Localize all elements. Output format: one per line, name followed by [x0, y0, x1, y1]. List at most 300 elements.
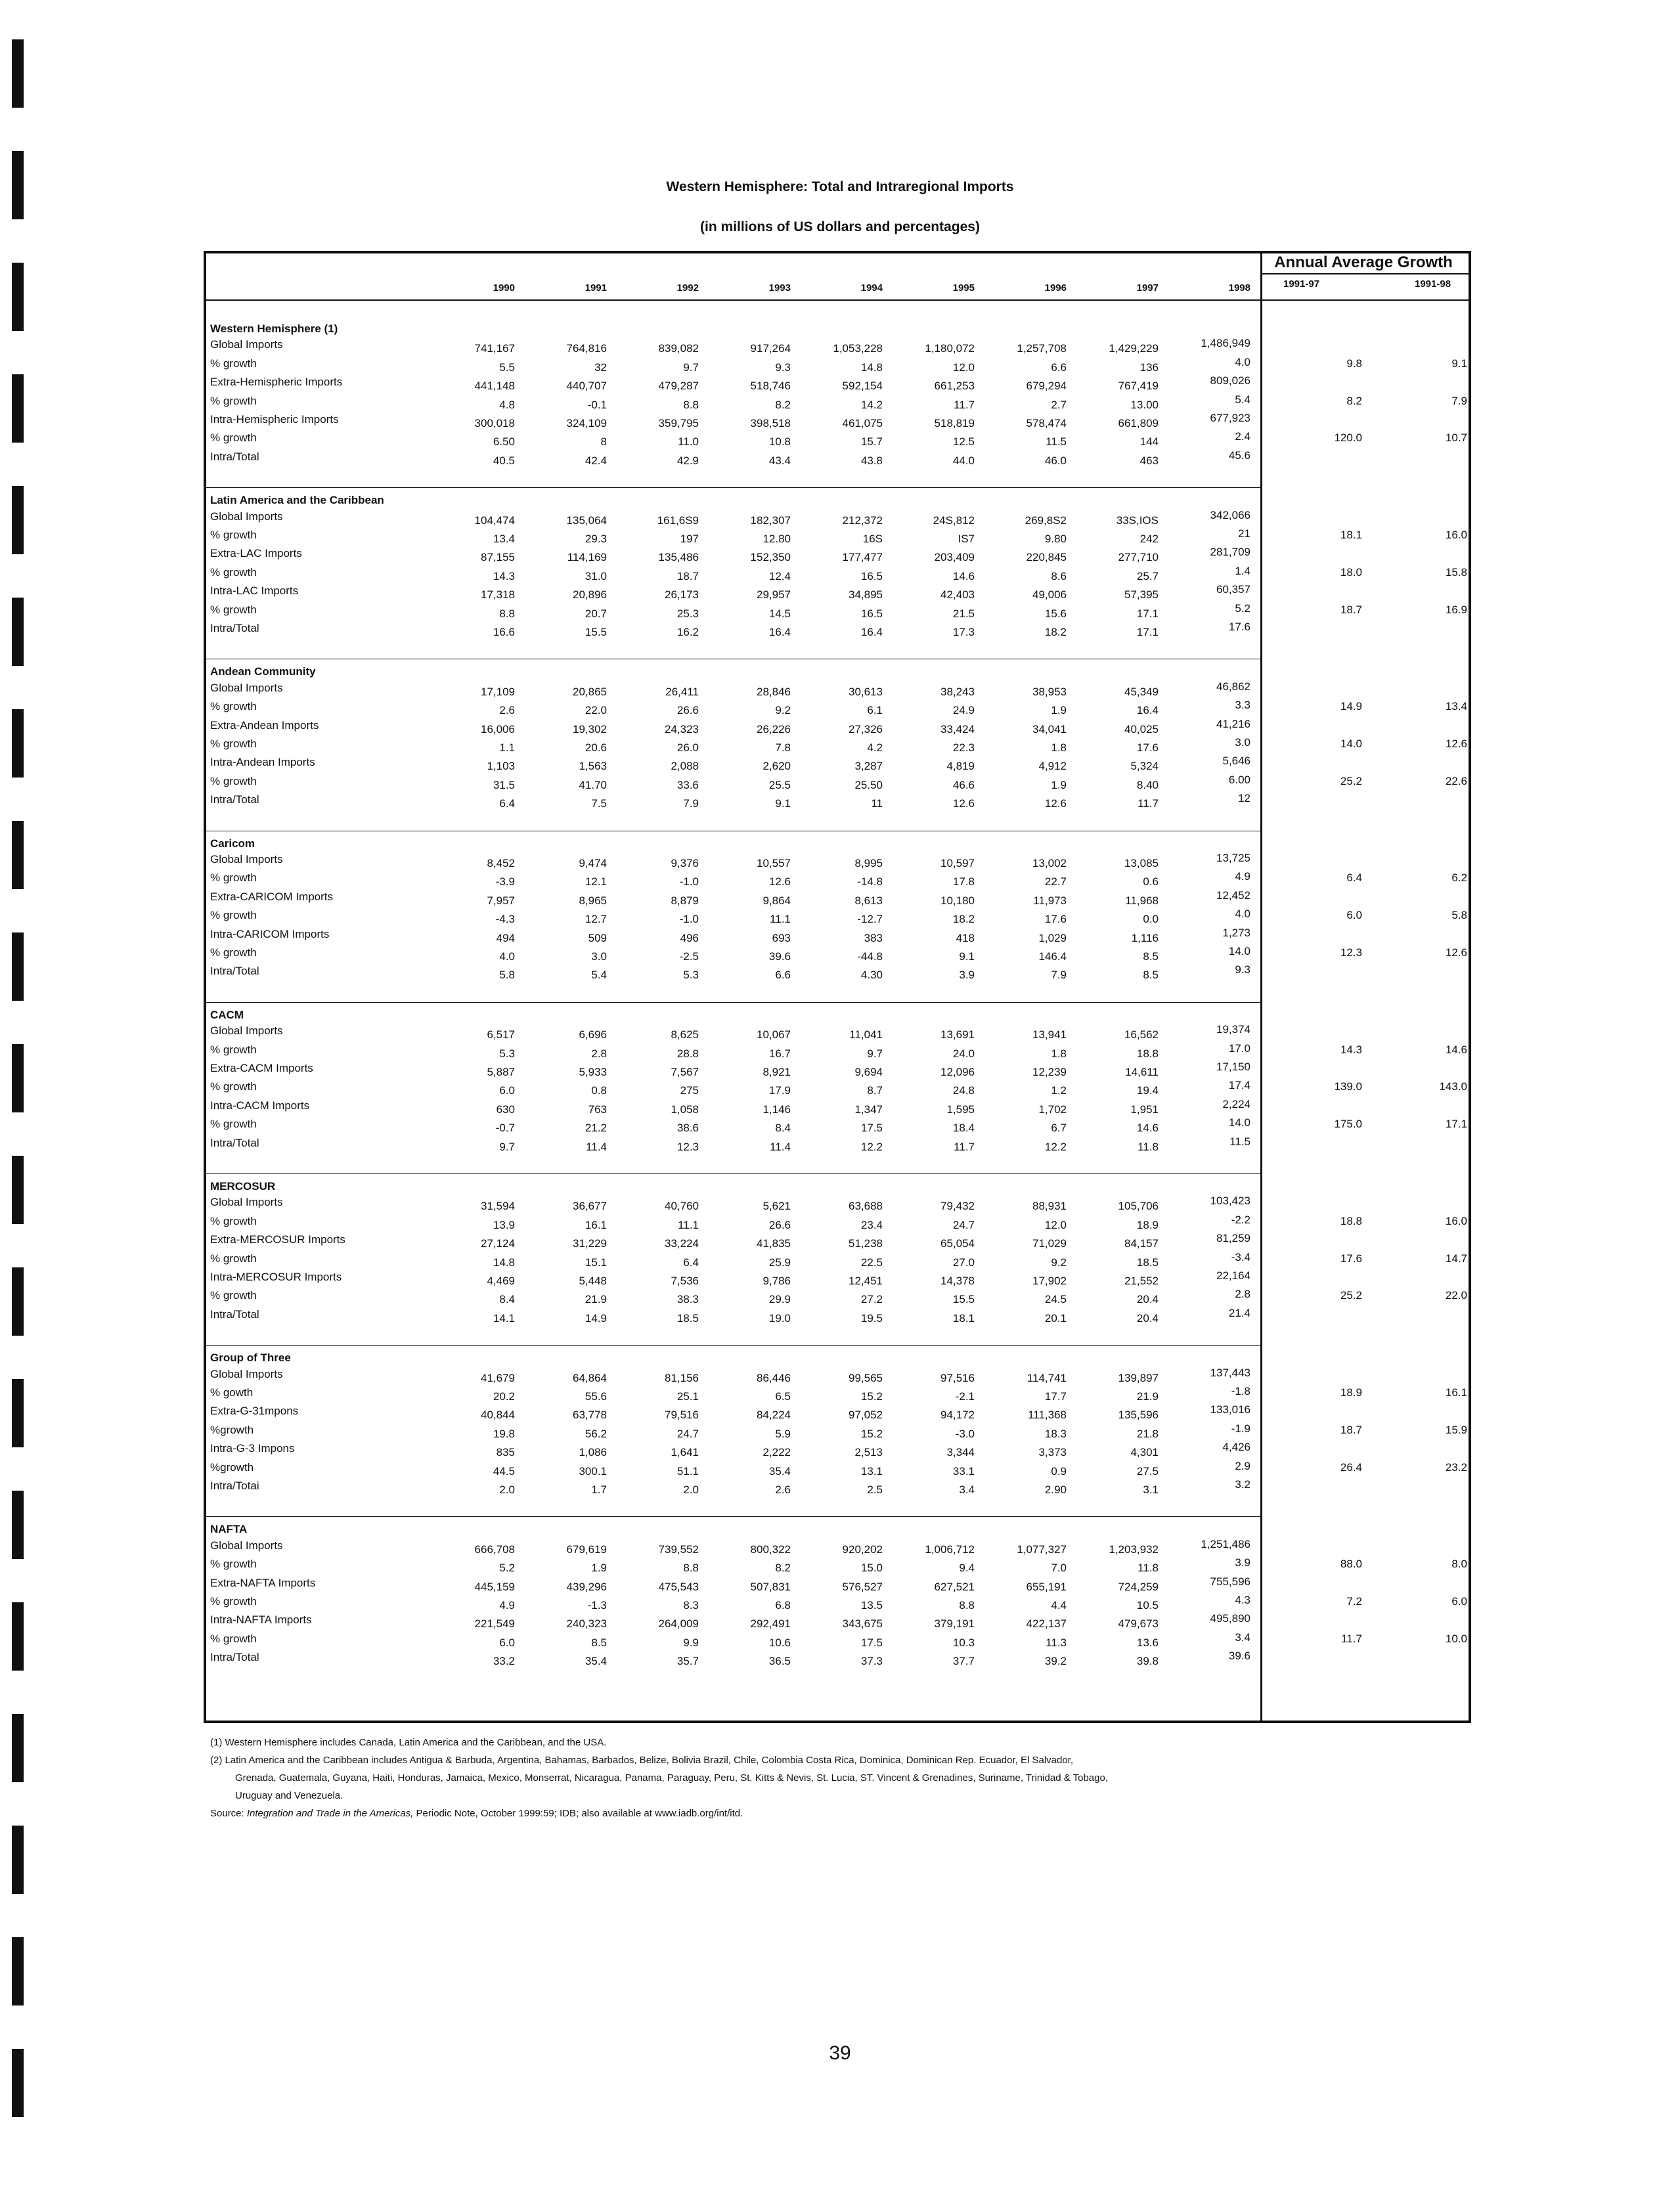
cell-value: 578,474	[1026, 417, 1067, 429]
cell-value: 36,677	[573, 1200, 607, 1213]
cell-value: 21.5	[952, 607, 975, 620]
cell-value: 19.8	[493, 1427, 515, 1440]
cell-value: 21.8	[1136, 1427, 1159, 1440]
cell-value: 1.2	[1051, 1084, 1067, 1097]
cell-value: 49,006	[1032, 588, 1067, 602]
row-label: Intra/Total	[210, 622, 259, 634]
row-label: Global Imports	[210, 338, 283, 351]
cell-value: 1,347	[854, 1103, 883, 1116]
registration-mark	[12, 598, 24, 666]
cell-value: -1.9	[1231, 1422, 1250, 1435]
cell-value: 0.9	[1051, 1464, 1067, 1478]
cell-value: 441,148	[474, 380, 515, 393]
row-label: Extra-G-31mpons	[210, 1405, 299, 1418]
growth-header: Annual Average Growth	[1274, 253, 1453, 271]
cell-value: 45.6	[1228, 449, 1250, 462]
cell-value: 0.6	[1143, 875, 1159, 888]
cell-value: 6.5	[775, 1390, 791, 1403]
cell-value: 1,053,228	[833, 342, 883, 355]
growth-value: 15.8	[1445, 565, 1467, 579]
table-row	[206, 1308, 1474, 1326]
cell-value: 8.4	[499, 1293, 515, 1306]
cell-value: 14.1	[493, 1311, 515, 1325]
cell-value: 137,443	[1210, 1366, 1250, 1379]
cell-value: 4.3	[1235, 1594, 1250, 1606]
cell-value: 9.4	[959, 1562, 975, 1575]
table-row	[206, 1215, 1474, 1233]
cell-value: 2.8	[1235, 1288, 1250, 1301]
cell-value: 4.0	[1235, 355, 1250, 368]
cell-value: 15.5	[952, 1293, 975, 1306]
cell-value: 679,619	[566, 1543, 607, 1556]
registration-mark	[12, 821, 24, 889]
cell-value: 1,146	[763, 1103, 791, 1116]
cell-value: 13.1	[860, 1464, 883, 1478]
growth-value: 88.0	[1340, 1558, 1362, 1571]
cell-value: 440,707	[566, 380, 607, 393]
cell-value: 25.50	[854, 778, 883, 791]
cell-value: 33,424	[940, 722, 975, 735]
section-label: Andean Community	[210, 665, 316, 678]
cell-value: 40,844	[481, 1409, 515, 1422]
cell-value: 10.6	[768, 1636, 791, 1649]
cell-value: 12.2	[1044, 1140, 1067, 1153]
cell-value: 32	[594, 361, 607, 374]
cell-value: 63,778	[573, 1409, 607, 1422]
table-row	[206, 1442, 1474, 1460]
cell-value: 8,452	[487, 857, 515, 869]
cell-value: 12.4	[768, 569, 791, 582]
cell-value: 16.4	[1136, 704, 1159, 717]
growth-value: 14.7	[1445, 1252, 1467, 1265]
cell-value: 5,887	[487, 1066, 515, 1078]
cell-value: 9,786	[763, 1275, 791, 1287]
cell-value: 4.9	[1235, 870, 1250, 883]
growth-value: 18.8	[1340, 1214, 1362, 1227]
growth-value: 22.0	[1445, 1289, 1467, 1302]
table-row	[206, 719, 1474, 737]
cell-value: 11,041	[849, 1028, 883, 1041]
cell-value: 12.5	[952, 435, 975, 449]
cell-value: 496	[680, 931, 699, 944]
cell-value: 2.8	[591, 1047, 607, 1060]
cell-value: 161,6S9	[657, 514, 699, 527]
cell-value: 64,864	[573, 1371, 607, 1384]
row-label: % growth	[210, 1252, 257, 1265]
cell-value: 41,216	[1216, 717, 1250, 730]
cell-value: 398,518	[750, 417, 791, 429]
table-row	[206, 890, 1474, 909]
row-label: Extra-MERCOSUR Imports	[210, 1233, 345, 1246]
cell-value: 114,741	[1027, 1371, 1067, 1384]
table-row	[206, 1558, 1474, 1576]
growth-value: 16.9	[1445, 603, 1467, 616]
cell-value: 917,264	[750, 342, 791, 355]
cell-value: 11.0	[678, 435, 699, 449]
cell-value: 10,597	[940, 857, 975, 869]
cell-value: 9,864	[763, 894, 791, 907]
cell-value: 39.2	[1044, 1655, 1067, 1668]
cell-value: 12.80	[763, 533, 791, 545]
cell-value: 1.9	[591, 1562, 607, 1575]
cell-value: 144	[1139, 435, 1159, 449]
cell-value: 6.6	[775, 969, 791, 982]
cell-value: 14.0	[1228, 1116, 1250, 1129]
cell-value: 741,167	[474, 342, 515, 355]
cell-value: -3.4	[1231, 1250, 1250, 1263]
cell-value: 13,725	[1216, 852, 1250, 864]
growth-value: 12.6	[1445, 737, 1467, 750]
cell-value: 1,702	[1038, 1103, 1067, 1116]
table-row	[206, 1289, 1474, 1307]
row-label: Intra/Totai	[210, 1480, 259, 1492]
cell-value: 20.7	[585, 607, 607, 620]
cell-value: 764,816	[566, 342, 607, 355]
cell-value: 3.1	[1143, 1483, 1159, 1496]
cell-value: 111,368	[1028, 1409, 1067, 1422]
row-label: % growth	[210, 700, 257, 713]
cell-value: 15.7	[860, 435, 883, 449]
cell-value: 1,595	[946, 1103, 975, 1116]
cell-value: 5.8	[499, 969, 515, 982]
cell-value: 724,259	[1118, 1580, 1159, 1593]
cell-value: 835	[496, 1446, 515, 1459]
cell-value: 16,562	[1124, 1028, 1159, 1041]
table-row	[206, 376, 1474, 394]
cell-value: 11.3	[1046, 1636, 1067, 1649]
row-label: % growth	[210, 774, 257, 787]
cell-value: 6.1	[867, 704, 883, 717]
cell-value: 18.8	[1136, 1047, 1159, 1060]
cell-value: 379,191	[934, 1617, 975, 1631]
cell-value: 422,137	[1026, 1617, 1067, 1631]
cell-value: 16.5	[860, 569, 883, 582]
cell-value: 135,064	[566, 514, 607, 527]
cell-value: 11.7	[954, 398, 975, 411]
cell-value: 197	[680, 533, 699, 545]
cell-value: 12,239	[1032, 1066, 1067, 1078]
growth-value: 17.1	[1445, 1118, 1467, 1131]
row-label: Extra-CACM Imports	[210, 1062, 313, 1074]
table-row	[206, 1196, 1474, 1214]
cell-value: 27,124	[481, 1237, 515, 1250]
cell-value: 3.9	[959, 969, 975, 982]
cell-value: 46,862	[1216, 680, 1250, 693]
cell-value: 264,009	[658, 1617, 699, 1631]
cell-value: 2,088	[671, 760, 699, 773]
cell-value: 679,294	[1026, 380, 1067, 393]
row-label: %growth	[210, 1423, 254, 1436]
growth-value: 14.3	[1340, 1043, 1362, 1056]
growth-value: 14.0	[1340, 737, 1362, 750]
table-row	[206, 584, 1474, 603]
cell-value: 87,155	[481, 551, 515, 564]
cell-value: 4,912	[1038, 760, 1067, 773]
cell-value: 28,846	[757, 685, 791, 698]
cell-value: 25.7	[1136, 569, 1159, 582]
growth-value: 25.2	[1340, 1289, 1362, 1302]
row-label: Intra/Total	[210, 1651, 259, 1664]
cell-value: 18.1	[952, 1311, 975, 1325]
cell-value: 26,226	[757, 722, 791, 735]
cell-value: 37.3	[860, 1655, 883, 1668]
cell-value: 15.0	[860, 1562, 883, 1575]
cell-value: 12.7	[585, 913, 607, 926]
cell-value: 94,172	[940, 1409, 975, 1422]
cell-value: 22.5	[860, 1256, 883, 1269]
cell-value: 17.6	[1228, 621, 1250, 633]
cell-value: 767,419	[1118, 380, 1159, 393]
cell-value: 26.6	[676, 704, 699, 717]
cell-value: 2.9	[1235, 1459, 1250, 1472]
cell-value: 1.8	[1051, 1047, 1067, 1060]
cell-value: 4,469	[487, 1275, 515, 1287]
cell-value: 693	[772, 931, 791, 944]
growth-col-1991-98: 1991-98	[1415, 278, 1451, 290]
registration-mark	[12, 263, 24, 331]
growth-value: 22.6	[1445, 774, 1467, 787]
cell-value: 17.6	[1044, 913, 1067, 926]
table-row	[206, 1062, 1474, 1080]
cell-value: 41,679	[481, 1371, 515, 1384]
cell-value: 36.5	[768, 1655, 791, 1668]
cell-value: 14,378	[940, 1275, 975, 1287]
cell-value: 3.2	[1235, 1478, 1250, 1491]
row-label: % growth	[210, 909, 257, 922]
cell-value: 7,536	[671, 1275, 699, 1287]
year-header: 1996	[1044, 282, 1067, 294]
cell-value: 14.2	[860, 398, 883, 411]
cell-value: 27.5	[1136, 1464, 1159, 1478]
table-row	[206, 1233, 1474, 1252]
growth-value: 18.0	[1340, 565, 1362, 579]
table-title: Western Hemisphere: Total and Intraregional Imports	[666, 179, 1014, 194]
cell-value: 13.9	[493, 1218, 515, 1231]
cell-value: -2.2	[1231, 1213, 1250, 1226]
cell-value: 25.5	[768, 778, 791, 791]
cell-value: 1,006,712	[925, 1543, 975, 1556]
table-row	[206, 1099, 1474, 1118]
cell-value: 13.4	[493, 533, 515, 545]
cell-value: 24S,812	[933, 514, 975, 527]
cell-value: 509	[588, 931, 607, 944]
cell-value: 0.0	[1143, 913, 1159, 926]
cell-value: 342,066	[1210, 508, 1250, 521]
cell-value: 14.3	[493, 569, 515, 582]
cell-value: 2.6	[499, 704, 515, 717]
cell-value: 3,287	[854, 760, 883, 773]
growth-value: 18.7	[1340, 1423, 1362, 1436]
row-label: % growth	[210, 1214, 257, 1227]
cell-value: -3.9	[495, 875, 515, 888]
cell-value: 1,486,949	[1201, 337, 1250, 350]
cell-value: 5.4	[1235, 393, 1250, 406]
cell-value: 5,933	[579, 1066, 607, 1078]
cell-value: 463	[1139, 454, 1159, 467]
cell-value: 24,323	[665, 722, 699, 735]
cell-value: 56.2	[585, 1427, 607, 1440]
cell-value: 20.4	[1136, 1311, 1159, 1325]
cell-value: 8.5	[591, 1636, 607, 1649]
cell-value: 8,921	[763, 1066, 791, 1078]
cell-value: 15.5	[585, 626, 607, 638]
table-row	[206, 1424, 1474, 1442]
cell-value: 51.1	[676, 1464, 699, 1478]
cell-value: -14.8	[857, 875, 883, 888]
cell-value: IS7	[958, 533, 975, 545]
cell-value: 4.2	[867, 741, 883, 754]
growth-value: 10.0	[1445, 1632, 1467, 1645]
cell-value: 439,296	[566, 1580, 607, 1593]
growth-value: 6.0	[1346, 909, 1362, 922]
cell-value: -2.1	[955, 1390, 975, 1403]
row-label: Global Imports	[210, 510, 283, 523]
cell-value: 8.4	[775, 1122, 791, 1135]
cell-value: 240,323	[566, 1617, 607, 1631]
cell-value: 661,253	[934, 380, 975, 393]
cell-value: 479,673	[1118, 1617, 1159, 1631]
growth-value: 23.2	[1445, 1460, 1467, 1474]
row-label: % growth	[210, 357, 257, 370]
table-row	[206, 1368, 1474, 1386]
cell-value: 6,696	[579, 1028, 607, 1041]
cell-value: 3.9	[1235, 1556, 1250, 1569]
cell-value: 655,191	[1026, 1580, 1067, 1593]
cell-value: 12.1	[585, 875, 607, 888]
cell-value: 17.5	[860, 1636, 883, 1649]
cell-value: 3.4	[959, 1483, 975, 1496]
cell-value: -1.8	[1231, 1385, 1250, 1397]
cell-value: 479,287	[658, 380, 699, 393]
cell-value: 31,229	[573, 1237, 607, 1250]
cell-value: 41,835	[757, 1237, 791, 1250]
cell-value: 809,026	[1210, 374, 1250, 387]
cell-value: -4.3	[495, 913, 515, 926]
cell-value: 29.9	[768, 1293, 791, 1306]
cell-value: 38.3	[676, 1293, 699, 1306]
cell-value: 16.4	[768, 626, 791, 638]
row-label: % growth	[210, 1632, 257, 1645]
cell-value: 1,103	[487, 760, 515, 773]
section-label: Western Hemisphere (1)	[210, 322, 338, 335]
table-row	[206, 357, 1474, 376]
cell-value: 269,8S2	[1025, 514, 1067, 527]
cell-value: 11.1	[678, 1218, 699, 1231]
cell-value: 5.4	[591, 969, 607, 982]
table-row	[206, 1080, 1474, 1099]
cell-value: 17.4	[1228, 1079, 1250, 1092]
cell-value: 33.1	[952, 1464, 975, 1478]
growth-value: 120.0	[1334, 431, 1362, 445]
registration-mark	[12, 1602, 24, 1671]
cell-value: 37.7	[952, 1655, 975, 1668]
cell-value: 7.0	[1051, 1562, 1067, 1575]
cell-value: 10.8	[768, 435, 791, 449]
cell-value: 24.0	[952, 1047, 975, 1060]
cell-value: 1,086	[579, 1446, 607, 1459]
cell-value: 16.4	[860, 626, 883, 638]
cell-value: 5.5	[499, 361, 515, 374]
cell-value: 40,025	[1124, 722, 1159, 735]
cell-value: 5.3	[499, 1047, 515, 1060]
cell-value: 5.9	[775, 1427, 791, 1440]
year-header: 1997	[1136, 282, 1159, 294]
table-row	[206, 1137, 1474, 1155]
cell-value: 9.3	[775, 361, 791, 374]
cell-value: 38,953	[1032, 685, 1067, 698]
table-row	[206, 737, 1474, 756]
growth-value: 16.0	[1445, 529, 1467, 541]
table-row	[206, 1118, 1474, 1136]
cell-value: 11.8	[1138, 1562, 1159, 1575]
cell-value: 55.6	[585, 1390, 607, 1403]
row-label: Extra-NAFTA Imports	[210, 1576, 316, 1589]
cell-value: 495,890	[1210, 1612, 1250, 1625]
registration-mark	[12, 1937, 24, 2006]
table-row	[206, 756, 1474, 774]
cell-value: 13,002	[1032, 857, 1067, 869]
cell-value: 281,709	[1210, 546, 1250, 559]
cell-value: 14.6	[952, 569, 975, 582]
source-line	[210, 1805, 1458, 1822]
row-label: Extra-LAC Imports	[210, 547, 302, 560]
cell-value: 8.8	[959, 1599, 975, 1611]
cell-value: 88,931	[1032, 1200, 1067, 1213]
cell-value: 27,326	[849, 722, 883, 735]
growth-value: 6.0	[1451, 1595, 1467, 1608]
row-label: % growth	[210, 1043, 257, 1056]
cell-value: 666,708	[474, 1543, 515, 1556]
growth-value: 18.7	[1340, 603, 1362, 616]
cell-value: 12.2	[860, 1140, 883, 1153]
cell-value: 1,429,229	[1109, 342, 1159, 355]
registration-mark	[12, 1267, 24, 1336]
cell-value: 13,941	[1032, 1028, 1067, 1041]
section-separator	[206, 487, 1260, 488]
growth-value: 12.3	[1340, 946, 1362, 959]
table-row	[206, 1613, 1474, 1632]
cell-value: 21	[1238, 527, 1250, 540]
cell-value: 11,973	[1033, 894, 1067, 907]
cell-value: 79,516	[665, 1409, 699, 1422]
cell-value: 800,322	[750, 1543, 791, 1556]
cell-value: 24.9	[952, 704, 975, 717]
cell-value: 3.0	[1235, 736, 1250, 749]
cell-value: 43.4	[768, 454, 791, 467]
cell-value: 275	[680, 1084, 699, 1097]
growth-header-rule	[1260, 273, 1469, 274]
registration-mark	[12, 1826, 24, 1894]
cell-value: 11.5	[1229, 1135, 1250, 1148]
cell-value: 8.7	[867, 1084, 883, 1097]
cell-value: 6.0	[499, 1084, 515, 1097]
growth-value: 18.1	[1340, 529, 1362, 541]
cell-value: 20,896	[573, 588, 607, 602]
table-row	[206, 1577, 1474, 1595]
cell-value: 25.9	[768, 1256, 791, 1269]
cell-value: 13.5	[860, 1599, 883, 1611]
table-row	[206, 871, 1474, 890]
row-label: % growth	[210, 1080, 257, 1093]
cell-value: 1,058	[671, 1103, 699, 1116]
row-label: Intra-CARICOM Imports	[210, 927, 330, 940]
cell-value: 1,563	[579, 760, 607, 773]
source-title: Integration and Trade in the Americas,	[246, 1808, 414, 1819]
cell-value: 146.4	[1038, 950, 1067, 963]
cell-value: 1,641	[671, 1446, 699, 1459]
cell-value: 81,259	[1216, 1232, 1250, 1245]
cell-value: 81,156	[665, 1371, 699, 1384]
